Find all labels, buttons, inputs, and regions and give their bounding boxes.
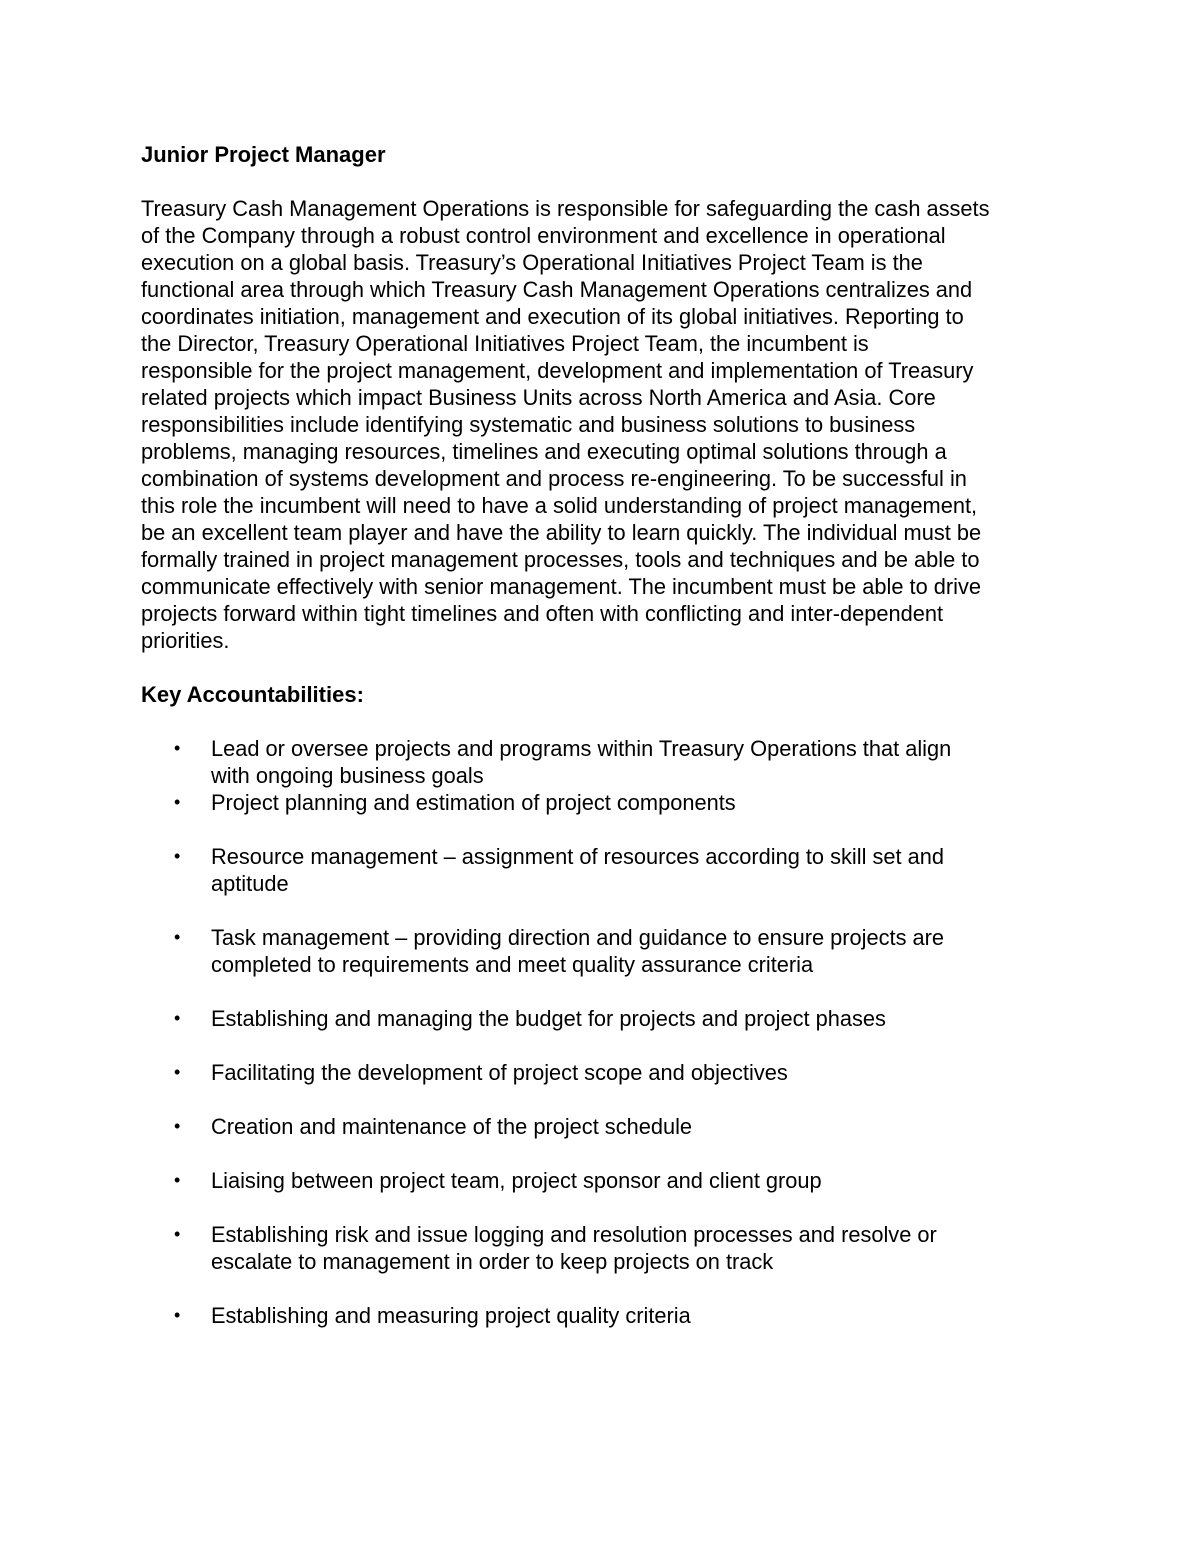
intro-line: responsible for the project management, development and implementation of Treasury (141, 358, 974, 383)
list-item-line: with ongoing business goals (211, 763, 484, 788)
list-item (141, 1059, 1071, 1086)
list-item (141, 843, 1071, 897)
list-item-line: Facilitating the development of project scope and objectives (211, 1060, 788, 1085)
intro-line: responsibilities include identifying systematic and business solutions to business (141, 412, 916, 437)
list-item-line: completed to requirements and meet quality assurance criteria (211, 952, 814, 977)
list-item (141, 1221, 1071, 1275)
bullet-icon: • (174, 1170, 181, 1190)
bullet-icon: • (174, 1224, 181, 1244)
list-item (141, 1167, 1071, 1194)
intro-line: formally trained in project management processes, tools and techniques and be able to (141, 547, 980, 572)
bullet-icon: • (174, 927, 181, 947)
list-item-line: Establishing and measuring project quality criteria (211, 1303, 691, 1328)
bullet-icon: • (174, 792, 181, 812)
bullet-icon: • (174, 846, 181, 866)
document-page (141, 141, 1071, 1329)
bullet-icon: • (174, 1116, 181, 1136)
list-item (141, 1302, 1071, 1329)
intro-line: this role the incumbent will need to have a solid understanding of project management, (141, 493, 978, 518)
list-item-line: Liaising between project team, project sponsor and client group (211, 1168, 822, 1193)
list-item-line: Establishing risk and issue logging and resolution processes and resolve or (211, 1222, 937, 1247)
list-item (141, 735, 1071, 789)
list-item-line: Resource management – assignment of resources according to skill set and (211, 844, 944, 869)
section-title-key-accountabilities: Key Accountabilities: (141, 682, 364, 707)
intro-line: Treasury Cash Management Operations is responsible for safeguarding the cash assets (141, 196, 990, 221)
list-item-line: Lead or oversee projects and programs within Treasury Operations that align (211, 736, 952, 761)
list-item-line: Creation and maintenance of the project schedule (211, 1114, 693, 1139)
bullet-icon: • (174, 1062, 181, 1082)
bullet-icon: • (174, 738, 181, 758)
intro-line: related projects which impact Business Units across North America and Asia. Core (141, 385, 936, 410)
intro-line: communicate effectively with senior management. The incumbent must be able to drive (141, 574, 982, 599)
list-item-line: Task management – providing direction and guidance to ensure projects are (211, 925, 945, 950)
list-item-line: Establishing and managing the budget for projects and project phases (211, 1006, 886, 1031)
list-item-line: escalate to management in order to keep projects on track (211, 1249, 774, 1274)
intro-line: combination of systems development and process re-engineering. To be successful in (141, 466, 967, 491)
list-item (141, 789, 1071, 816)
intro-line: the Director, Treasury Operational Initiatives Project Team, the incumbent is (141, 331, 869, 356)
bullet-icon: • (174, 1008, 181, 1028)
intro-line: be an excellent team player and have the ability to learn quickly. The individual must be (141, 520, 982, 545)
intro-line: coordinates initiation, management and execution of its global initiatives. Reporting to (141, 304, 964, 329)
list-item (141, 924, 1071, 978)
bullet-icon: • (174, 1305, 181, 1325)
intro-line: problems, managing resources, timelines and executing optimal solutions through a (141, 439, 947, 464)
intro-line: execution on a global basis. Treasury’s Operational Initiatives Project Team is the (141, 250, 923, 275)
intro-paragraph (141, 195, 1059, 654)
list-item (141, 1113, 1071, 1140)
list-item-line: Project planning and estimation of project components (211, 790, 736, 815)
intro-line: of the Company through a robust control environment and excellence in operational (141, 223, 946, 248)
accountabilities-list (141, 735, 1071, 1329)
intro-line: projects forward within tight timelines and often with conflicting and inter-dependent (141, 601, 944, 626)
list-item-line: aptitude (211, 871, 289, 896)
intro-line: functional area through which Treasury Cash Management Operations centralizes and (141, 277, 973, 302)
list-item (141, 1005, 1071, 1032)
document-title: Junior Project Manager (141, 142, 386, 167)
intro-line: priorities. (141, 628, 230, 653)
